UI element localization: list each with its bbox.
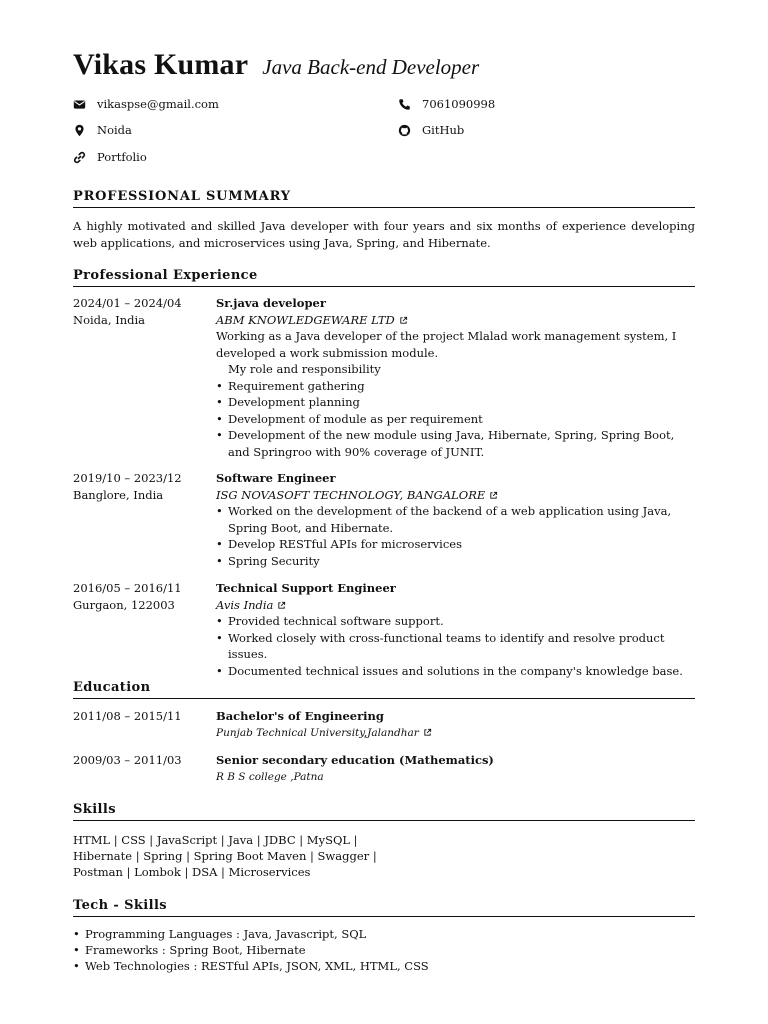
summary-text: A highly motivated and skilled Java developer with four years and six months of experience developing web applications, and microservices using Java, Spring, and Hibernate. [73,219,695,250]
entry-dates: 2009/03 – 2011/03 [73,753,182,767]
entry-dates: 2011/08 – 2015/11 [73,709,182,723]
github-icon [398,124,411,137]
section-title-experience: Professional Experience [73,268,695,287]
skills-line: Hibernate | Spring | Spring Boot Maven | Swagger | [73,849,377,863]
entry-intro: Working as a Java developer of the project Mlalad work management system, I developed a work submission module. [216,329,677,360]
bullet-item: • Provided technical software support. [216,613,695,630]
entry-dates: 2016/05 – 2016/11 [73,581,182,595]
bullet-item: • Documented technical issues and solutions in the company's knowledge base. [216,663,695,680]
entry-dates: 2019/10 – 2023/12 [73,471,182,485]
external-link-icon[interactable] [423,728,432,737]
link-icon [73,151,86,164]
bullet-item: • Worked on the development of the backend of a web application using Java, Spring Boot, and Hibernate. [216,503,695,536]
phone-icon [398,98,411,111]
entry-position: Sr.java developer [216,296,326,310]
email-text[interactable]: vikaspse@gmail.com [97,97,219,111]
candidate-role: Java Back-end Developer [262,55,480,79]
contact-phone[interactable] [398,97,495,111]
section-title-summary: PROFESSIONAL SUMMARY [73,189,695,208]
header [73,48,479,82]
portfolio-link[interactable]: Portfolio [97,150,147,164]
external-link-icon[interactable] [399,316,408,325]
entry-location: Gurgaon, 122003 [73,597,175,612]
school-name[interactable]: Punjab Technical University,Jalandhar [216,726,419,739]
education-degree: Senior secondary education (Mathematics) [216,753,494,767]
entry-details [216,470,695,569]
bullet-item: • Develop RESTful APIs for microservices [216,536,695,553]
external-link-icon[interactable] [277,601,286,610]
education-school[interactable] [216,725,695,742]
bullet-item: • Development of the new module using Java, Hibernate, Spring, Spring Boot, and Springroo with 90% coverage of JUNIT. [216,427,695,460]
bullet-item: • Spring Security [216,553,695,570]
entry-bullets [216,378,695,461]
entry-location: Noida, India [73,312,146,327]
skills-line: Postman | Lombok | DSA | Microservices [73,865,311,879]
entry-subheading: My role and responsibility [228,362,381,376]
contact-location [73,123,132,137]
company-name[interactable]: ABM KNOWLEDGEWARE LTD [216,312,395,327]
tech-skill-item: • Frameworks : Spring Boot, Hibernate [73,942,695,958]
entry-position: Technical Support Engineer [216,581,396,595]
entry-location: Banglore, India [73,487,164,502]
section-title-tech-skills: Tech - Skills [73,898,695,917]
map-pin-icon [73,124,86,137]
contact-github[interactable] [398,123,464,137]
bullet-item: • Development of module as per requirement [216,411,695,428]
bullet-item: • Development planning [216,394,695,411]
education-school: R B S college ,Patna [216,770,324,783]
entry-meta [73,580,213,613]
location-text: Noida [97,123,132,137]
skills-list [73,832,695,880]
contact-email[interactable] [73,97,219,111]
contact-portfolio[interactable] [73,150,147,164]
education-degree: Bachelor's of Engineering [216,709,384,723]
tech-skill-item: • Programming Languages : Java, Javascript, SQL [73,926,695,942]
github-link[interactable]: GitHub [422,123,465,137]
section-title-skills: Skills [73,802,695,821]
entry-details [216,752,695,785]
entry-meta [73,470,213,503]
company-name[interactable]: Avis India [216,597,274,612]
entry-company[interactable] [216,487,695,504]
candidate-name: Vikas Kumar [73,48,249,81]
company-name[interactable]: ISG NOVASOFT TECHNOLOGY, BANGALORE [216,487,486,502]
entry-position: Software Engineer [216,471,336,485]
entry-bullets [216,503,695,569]
section-title-education: Education [73,680,695,699]
phone-text[interactable]: 7061090998 [422,97,496,111]
skills-line: HTML | CSS | JavaScript | Java | JDBC | MySQL | [73,833,358,847]
bullet-item: • Requirement gathering [216,378,695,395]
entry-company[interactable] [216,597,695,614]
entry-details [216,295,695,460]
entry-bullets [216,613,695,679]
entry-details [216,580,695,679]
entry-dates: 2024/01 – 2024/04 [73,296,182,310]
tech-skill-item: • Web Technologies : RESTful APIs, JSON, XML, HTML, CSS [73,958,695,974]
entry-details [216,708,695,741]
external-link-icon[interactable] [489,491,498,500]
entry-meta [73,295,213,328]
envelope-icon [73,98,86,111]
tech-skills-list [73,926,695,974]
bullet-item: • Worked closely with cross-functional teams to identify and resolve product issues. [216,630,695,663]
entry-company[interactable] [216,312,695,329]
